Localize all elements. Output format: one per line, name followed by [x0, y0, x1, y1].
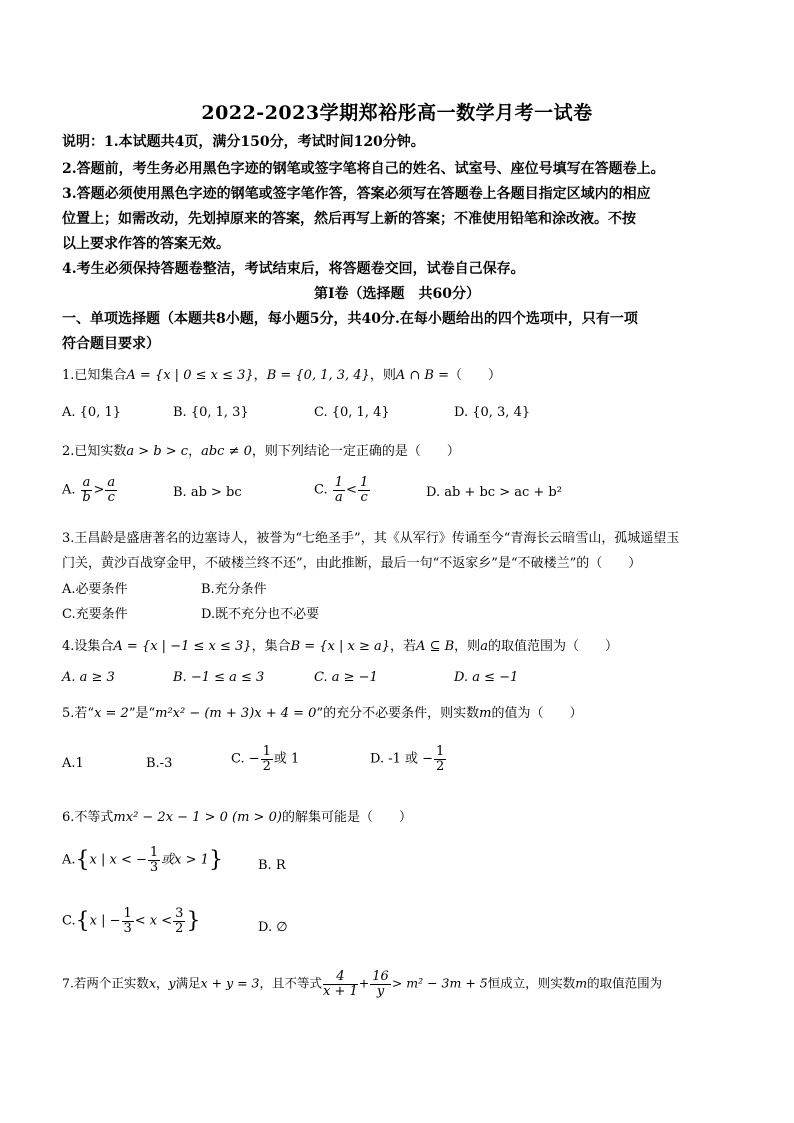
- q6-option-d: D. ∅: [258, 920, 288, 935]
- instruction-line-6: 4.考生必须保持答题卷整洁，考试结束后，将答题卷交回，试卷自己保存。: [62, 261, 525, 277]
- q4-option-b: B. −1 ≤ a ≤ 3: [173, 670, 265, 685]
- question-3-line-2: 门关，黄沙百战穿金甲，不破楼兰终不还”，由此推断，最后一句“不返家乡”是“不破楼兰”的（ ）: [62, 556, 642, 571]
- q3-option-d: D.既不充分也不必要: [201, 607, 320, 622]
- question-2-stem: 2.已知实数a > b > c，abc ≠ 0，则下列结论一定正确的是（ ）: [62, 444, 460, 459]
- q1-set-a: A = {x | 0 ≤ x ≤ 3}: [126, 368, 254, 383]
- question-7-stem: 7.若两个正实数x，y满足x + y = 3，且不等式 $\frac{4}{x + 1}$ + $\frac{16}{y}$ > m² − 3m + 5恒成立，则实数m的取值范围为: [62, 969, 663, 999]
- instruction-line-2: 2.答题前，考生务必用黑色字迹的钢笔或签字笔将自己的姓名、试室号、座位号填写在答题卷上。: [62, 161, 665, 177]
- q1-option-a: A. {0, 1}: [62, 405, 122, 420]
- q6-option-a: A.{x | x < − $\frac{1}{3}$ 或x > 1}: [62, 845, 223, 875]
- q5-option-a: A.1: [62, 756, 84, 771]
- q4-option-d: D. a ≤ −1: [454, 670, 519, 685]
- q5-option-c: C. − $\frac{1}{2}$ 或 1: [231, 744, 300, 774]
- instruction-line-3: 3.答题必须使用黑色字迹的钢笔或签字笔作答，答案必须写在答题卷上各题目指定区域内的相应: [62, 186, 651, 202]
- instruction-line-5: 以上要求作答的答案无效。: [62, 236, 230, 252]
- q2-option-a: A. $\frac{a}{b}$ > $\frac{a}{c}$: [62, 475, 116, 505]
- q3-option-a: A.必要条件: [62, 582, 128, 597]
- q1-option-b: B. {0, 1, 3}: [173, 405, 249, 420]
- exam-title: 2022-2023学期郑裕彤高一数学月考一试卷: [201, 102, 593, 124]
- question-4-stem: 4.设集合A = {x | −1 ≤ x ≤ 3}，集合B = {x | x ≥ a}，若A ⊆ B，则a的取值范围为（ ）: [62, 639, 618, 654]
- q2-option-d: D. ab + bc > ac + b²: [426, 485, 562, 500]
- instruction-line-4: 位置上；如需改动，先划掉原来的答案，然后再写上新的答案；不准使用铅笔和涂改液。不按: [62, 211, 636, 227]
- q4-option-a: A. a ≥ 3: [62, 670, 115, 685]
- q2-option-b: B. ab > bc: [173, 485, 242, 500]
- q1-option-c: C. {0, 1, 4}: [314, 405, 390, 420]
- q6-option-c: C.{x | − $\frac{1}{3}$ < x < $\frac{3}{2}$ }: [62, 906, 201, 936]
- section1-line-2: 符合题目要求）: [62, 336, 160, 352]
- section1-line-1: 一、单项选择题（本题共8小题，每小题5分，共40分.在每小题给出的四个选项中，只有一项: [62, 311, 638, 327]
- question-3-line-1: 3.王昌龄是盛唐著名的边塞诗人，被誉为“七绝圣手”，其《从军行》传诵至今“青海长云暗雪山，孤城遥望玉: [62, 531, 680, 546]
- q5-option-d: D. -1 或 − $\frac{1}{2}$: [370, 744, 445, 774]
- question-5-stem: 5.若“x = 2”是“m²x² − (m + 3)x + 4 = 0”的充分不必要条件，则实数m的值为（ ）: [62, 706, 583, 721]
- q1-option-d: D. {0, 3, 4}: [454, 405, 531, 420]
- q3-option-c: C.充要条件: [62, 607, 128, 622]
- q1-set-b: B = {0, 1, 3, 4}: [266, 368, 370, 383]
- question-6-stem: 6.不等式mx² − 2x − 1 > 0 (m > 0)的解集可能是（ ）: [62, 810, 412, 825]
- q3-option-b: B.充分条件: [201, 582, 267, 597]
- instruction-line-1: 说明：1.本试题共4页，满分150分，考试时间120分钟。: [62, 134, 425, 150]
- question-1-stem: 1.已知集合A = {x | 0 ≤ x ≤ 3}，B = {0, 1, 3, 4}，则A ∩ B =（ ）: [62, 368, 501, 383]
- q4-option-c: C. a ≥ −1: [314, 670, 378, 685]
- part1-title: 第Ⅰ卷（选择题 共60分）: [313, 286, 481, 302]
- q2-option-c: C. $\frac{1}{a}$ < $\frac{1}{c}$: [314, 475, 369, 505]
- q6-option-b: B. R: [258, 858, 286, 873]
- q5-option-b: B.-3: [146, 756, 173, 771]
